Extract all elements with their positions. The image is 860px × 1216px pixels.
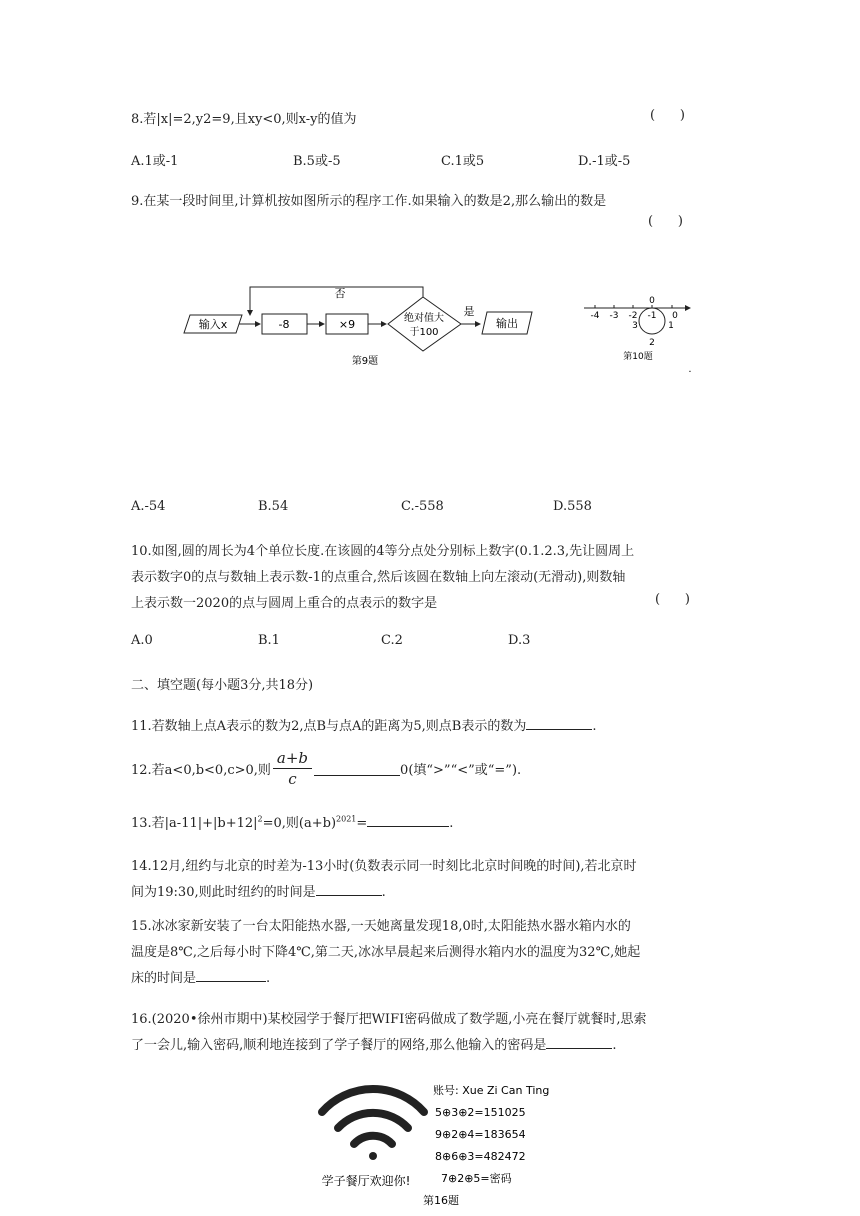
- q13-answer-blank[interactable]: [367, 812, 449, 827]
- wifi-icon: [322, 1089, 424, 1160]
- q16-line-2: [131, 1034, 617, 1053]
- flow-yes-label: 是: [463, 305, 475, 318]
- stray-dot: .: [688, 364, 692, 375]
- svg-text:绝对值大: 绝对值大: [404, 313, 444, 324]
- circle-label-0: 0: [649, 296, 655, 306]
- tick-label: -4: [590, 311, 600, 321]
- q9-option-b: B.54: [258, 499, 289, 514]
- q9-option-a: A.-54: [131, 499, 166, 514]
- q10-figure-caption: 第10题: [623, 352, 653, 362]
- q11-text: 11.若数轴上点A表示的数为2,点B与点A的距离为5,则点B表示的数为: [131, 719, 527, 734]
- tick-label: 0: [672, 311, 678, 321]
- q15-end: .: [266, 971, 271, 986]
- q10-line-3: 上表示数一2020的点与圆周上重合的点表示的数字是: [131, 596, 438, 611]
- q8-stem: 8.若|x|=2,y2=9,且xy<0,则x-y的值为: [131, 112, 357, 127]
- wifi-account-label: 账号: Xue Zi Can Ting: [433, 1084, 550, 1097]
- flow-step-times9: [326, 314, 368, 334]
- tick-label: -1: [647, 311, 657, 321]
- section-2-heading: 二、填空题(每小题3分,共18分): [131, 678, 314, 693]
- q10-option-b: B.1: [258, 633, 280, 648]
- q8-option-a: A.1或-1: [131, 154, 179, 169]
- flow-input-label: 输入x: [198, 318, 228, 331]
- circle-label-2: 2: [649, 338, 655, 348]
- q16-answer-blank[interactable]: [546, 1034, 612, 1049]
- tick-label: -3: [609, 311, 619, 321]
- wifi-equation-2: 9⊕2⊕4=183654: [435, 1128, 526, 1141]
- q14-line-2-text: 间为19:30,则此时纽约的时间是: [131, 885, 316, 900]
- q16-line-1: 16.(2020•徐州市期中)某校园学于餐厅把WIFI密码做成了数学题,小亮在餐厅就餐时,思索: [131, 1012, 647, 1027]
- q9-option-d: D.558: [553, 499, 592, 514]
- q14-line-1: 14.12月,纽约与北京的时差为-13小时(负数表示同一时刻比北京时间晚的时间),若北京时: [131, 859, 637, 874]
- q10-figure: [580, 290, 700, 380]
- q11-answer-blank[interactable]: [526, 715, 592, 730]
- q12-prefix: 12.若a<0,b<0,c>0,则: [131, 763, 271, 778]
- circle-label-1: 1: [668, 321, 674, 331]
- q10-line-2: 表示数字0的点与数轴上表示数-1的点重合,然后该圆在数轴上向左滚动(无滑动),则数轴: [131, 570, 626, 585]
- q12-answer-blank[interactable]: [314, 761, 400, 776]
- flow-condition-diamond: [388, 297, 461, 351]
- circle-label-3: 3: [632, 321, 638, 331]
- q10-answer-paren: ( ): [655, 592, 690, 607]
- q15-line-2: 温度是8℃,之后每小时下降4℃,第二天,冰冰早晨起来后测得水箱内水的温度为32℃,她起: [131, 945, 641, 960]
- svg-text:于100: 于100: [409, 327, 439, 338]
- q11-end: .: [592, 719, 597, 734]
- q13-mid: =0,则(a+b): [262, 816, 337, 831]
- q10-option-c: C.2: [381, 633, 403, 648]
- q15-answer-blank[interactable]: [196, 967, 266, 982]
- q16-end: .: [612, 1038, 617, 1053]
- q9-answer-paren: ( ): [648, 214, 683, 229]
- q13-exponent-2021: 2021: [336, 814, 357, 824]
- q12-suffix: 0(填“>”“<”或“=”).: [400, 763, 522, 778]
- svg-text:-8: -8: [278, 318, 290, 331]
- flow-step-minus8: [262, 314, 307, 334]
- q13: [131, 812, 453, 831]
- q13-prefix: 13.若|a-11|+|b+12|: [131, 816, 258, 831]
- q9-figure-caption: 第9题: [351, 356, 379, 367]
- q14-end: .: [381, 885, 386, 900]
- q15-line-3: [131, 967, 270, 986]
- q15-line-1: 15.冰冰家新安装了一台太阳能热水器,一天她离量发现18,0时,太阳能热水器水箱内水的: [131, 919, 631, 934]
- q8-option-c: C.1或5: [441, 154, 485, 169]
- q12-fraction: [273, 748, 312, 789]
- flow-output-box: [482, 312, 532, 334]
- fraction-denominator: c: [288, 770, 297, 788]
- q13-eq: =: [356, 816, 368, 831]
- q10-option-a: A.0: [131, 633, 153, 648]
- q8-option-b: B.5或-5: [293, 154, 341, 169]
- q10-option-d: D.3: [508, 633, 531, 648]
- q14-line-2: [131, 881, 386, 900]
- q16-line-2-text: 了一会儿,输入密码,顺利地连接到了学子餐厅的网络,那么他输入的密码是: [131, 1038, 547, 1053]
- q8-answer-paren: ( ): [650, 108, 685, 123]
- q16-figure-caption: 第16题: [423, 1194, 459, 1207]
- svg-text:×9: ×9: [338, 318, 356, 331]
- flow-input-box: [184, 315, 242, 333]
- wifi-equation-3: 8⊕6⊕3=482472: [435, 1150, 526, 1163]
- tick-label: -2: [628, 311, 638, 321]
- q9-stem: 9.在某一段时间里,计算机按如图所示的程序工作.如果输入的数是2,那么输出的数是: [131, 194, 607, 209]
- svg-text:输出: 输出: [496, 317, 518, 330]
- q8-option-d: D.-1或-5: [578, 154, 631, 169]
- q10-line-1: 10.如图,圆的周长为4个单位长度.在该圆的4等分点处分别标上数字(0.1.2.3,先让圆周上: [131, 544, 635, 559]
- q13-exponent-2: 2: [257, 814, 263, 824]
- q12: [131, 748, 521, 789]
- q11: [131, 715, 597, 734]
- q16-figure: [300, 1078, 580, 1210]
- wifi-welcome-text: 学子餐厅欢迎你!: [321, 1174, 411, 1188]
- q13-end: .: [449, 816, 454, 831]
- q15-line-3-text: 床的时间是: [131, 971, 197, 986]
- q14-answer-blank[interactable]: [316, 881, 382, 896]
- q9-option-c: C.-558: [401, 499, 444, 514]
- flow-no-label: 否: [334, 287, 346, 300]
- fraction-numerator: a+b: [273, 748, 312, 769]
- q9-flowchart: [180, 275, 550, 375]
- wifi-equation-1: 5⊕3⊕2=151025: [435, 1106, 526, 1119]
- wifi-equation-4: 7⊕2⊕5=密码: [441, 1172, 512, 1185]
